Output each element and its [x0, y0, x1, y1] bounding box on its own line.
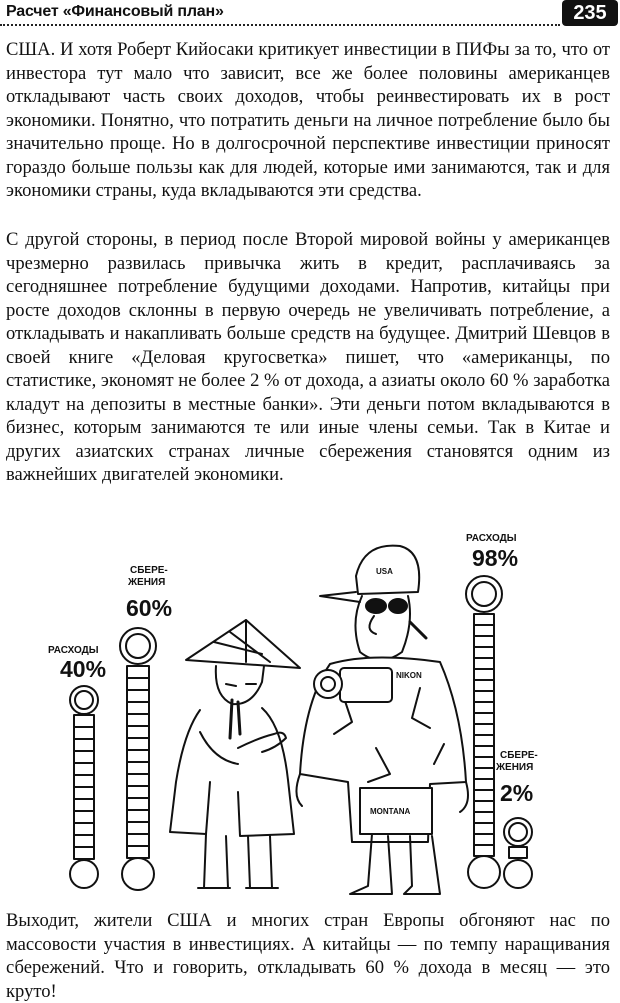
gauge-usa-savings-label: СБЕРЕ- — [500, 750, 538, 761]
page-number: 235 — [562, 0, 618, 26]
camera-label: NIKON — [396, 671, 422, 680]
header-rule — [0, 24, 560, 26]
cartoon-illustration — [0, 512, 620, 902]
chinese-man-figure — [170, 620, 300, 888]
paragraph: С другой стороны, в период после Второй мировой войны у американцев чрезмерно развилась привычка жить в кредит, расплачиваясь за сегодняшнее потребление будущими доходами. Напротив, китайцы при росте доходов склонны в первую очередь не увеличивать потребление, а откладывать и накапливать больше средств на будущее. Дмитрий Шевцов в своей книге «Деловая кругосветка» пишет, что «американцы, по статистике, экономят не более 2 % от дохода, а азиаты около 60 % заработка кладут на депозиты в местные банки». Эти деньги потом вкладываются в бизнес, которым занимаются те или иные члены семьи. Так в Китае и других азиатских странах личные сбережения становятся одним из важнейших двигателей экономики. — [6, 229, 610, 485]
gauge-china-savings — [120, 565, 172, 890]
gauge-usa-savings — [495, 750, 538, 888]
gauge-usa-savings-value: 2% — [500, 780, 534, 806]
gauge-usa-expenses-label: РАСХОДЫ — [466, 533, 517, 544]
shorts-label: MONTANA — [370, 807, 411, 816]
cap-label: USA — [376, 567, 393, 576]
gauge-china-savings-label: ЖЕНИЯ — [128, 577, 166, 588]
gauge-china-savings-value: 60% — [126, 595, 173, 621]
gauge-usa-savings-label: ЖЕНИЯ — [496, 762, 534, 773]
gauge-china-expenses-label: РАСХОДЫ — [48, 645, 99, 656]
gauge-china-expenses — [48, 645, 106, 888]
running-title: Расчет «Финансовый план» — [6, 3, 224, 20]
gauge-usa-expenses-value: 98% — [472, 545, 519, 571]
american-tourist-figure — [296, 546, 468, 894]
gauge-china-savings-label: СБЕРЕ- — [130, 565, 168, 576]
paragraph: США. И хотя Роберт Кийосаки критикует инвестиции в ПИФы за то, что от инвестора тут мало что зависит, все же более половины американцев откладывают часть своих доходов, чтобы реинвестировать их в рост экономики. Понятно, что потратить деньги на личное потребление было бы значительно проще. Но в долгосрочной перспективе инвестиции приносят гораздо больше пользы как для людей, которые ими занимаются, так и для экономики страны, куда вкладываются эти средства. — [6, 39, 610, 201]
gauge-china-expenses-value: 40% — [60, 656, 107, 682]
page-header — [0, 0, 620, 28]
paragraph: Выходит, жители США и многих стран Европы обгоняют нас по массовости участия в инвестициях. А китайцы — по темпу наращивания сбережений. Что и говорить, откладывать 60 % дохода в месяц — это круто! — [6, 910, 610, 1002]
